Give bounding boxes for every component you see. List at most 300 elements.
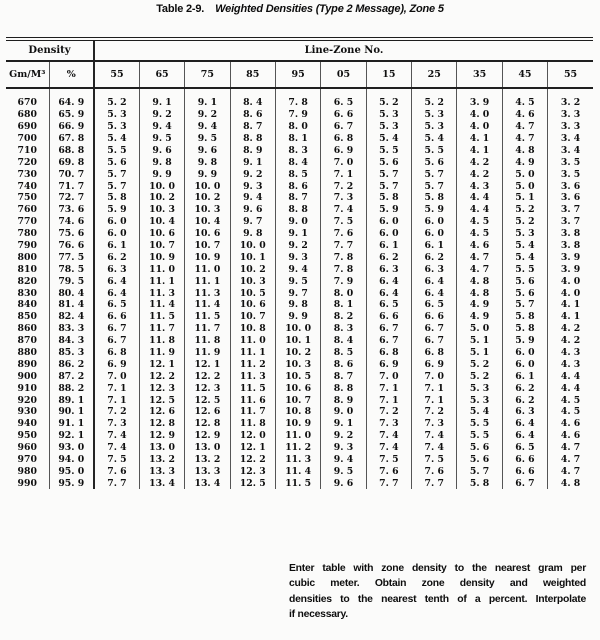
weighted-density-value: 5. 7: [94, 180, 139, 192]
weighted-density-value: 6. 3: [412, 263, 457, 275]
density-gm-value: 800: [17, 251, 37, 263]
density-gm-value: 930: [17, 406, 37, 418]
weighted-density-value: 7. 8: [321, 252, 366, 264]
table-row: [6, 406, 593, 418]
weighted-density-value: 10. 6: [230, 299, 275, 311]
weighted-density-value: 9. 4: [321, 454, 366, 466]
density-pct-value: 78. 5: [49, 263, 94, 275]
table-row: [6, 323, 593, 335]
weighted-density-value: 7. 5: [412, 454, 457, 466]
density-gm-value: 860: [17, 323, 37, 335]
weighted-density-value: 8. 4: [275, 156, 320, 168]
density-pct-value: 72. 7: [49, 192, 94, 204]
weighted-density-value: 10. 3: [230, 275, 275, 287]
weighted-density-value: 5. 7: [366, 180, 411, 192]
density-gm-value: 970: [17, 454, 37, 466]
weighted-density-value: 9. 7: [230, 216, 275, 228]
weighted-density-value: 7. 4: [94, 442, 139, 454]
weighted-density-value: 10. 2: [275, 347, 320, 359]
table-row: [6, 370, 593, 382]
weighted-density-value: 7. 1: [94, 394, 139, 406]
weighted-density-value: 6. 0: [412, 216, 457, 228]
weighted-density-value: 6. 5: [321, 88, 366, 109]
density-gm-value: 960: [17, 442, 37, 454]
weighted-density-value: 7. 5: [366, 454, 411, 466]
weighted-density-value: 12. 5: [185, 394, 230, 406]
density-pct-value: 73. 6: [49, 204, 94, 216]
density-gm-value: 710: [17, 144, 37, 156]
weighted-density-value: 11. 9: [139, 347, 184, 359]
weighted-density-value: 5. 9: [412, 204, 457, 216]
weighted-density-value: 5. 4: [502, 240, 547, 252]
weighted-density-value: 5. 4: [366, 133, 411, 145]
weighted-density-value: 9. 1: [139, 88, 184, 109]
weighted-density-value: 6. 3: [366, 263, 411, 275]
weighted-density-value: 6. 6: [94, 311, 139, 323]
weighted-density-value: 9. 1: [185, 88, 230, 109]
weighted-density-value: 6. 0: [502, 347, 547, 359]
weighted-density-value: 12. 2: [139, 370, 184, 382]
weighted-density-value: 4. 3: [548, 347, 593, 359]
weighted-density-value: 6. 0: [366, 228, 411, 240]
weighted-density-value: 5. 4: [412, 133, 457, 145]
weighted-density-value: 11. 3: [139, 287, 184, 299]
weighted-density-value: 11. 9: [185, 347, 230, 359]
density-gm-value: 880: [17, 347, 37, 358]
weighted-density-value: 4. 4: [548, 382, 593, 394]
weighted-density-value: 6. 4: [366, 287, 411, 299]
density-gm-value: 910: [17, 382, 37, 394]
density-gm-value: 750: [17, 192, 37, 204]
table-row: [6, 287, 593, 299]
weighted-density-value: 5. 8: [94, 192, 139, 204]
weighted-density-value: 5. 9: [502, 335, 547, 347]
density-gm-value: 810: [17, 263, 37, 275]
density-pct-value: 75. 6: [49, 228, 94, 240]
density-gm-value: 850: [17, 311, 37, 323]
weighted-density-value: 11. 5: [139, 311, 184, 323]
column-header-row: [6, 61, 593, 88]
weighted-density-value: 9. 5: [321, 466, 366, 478]
zone-col-header: 95: [275, 61, 320, 88]
density-pct-value: 93. 0: [49, 442, 94, 454]
density-pct-value: 65. 9: [49, 109, 94, 121]
density-pct-value: 91. 1: [49, 418, 94, 430]
weighted-density-value: 11. 8: [185, 335, 230, 347]
weighted-density-value: 7. 2: [366, 406, 411, 418]
weighted-density-value: 9. 2: [230, 168, 275, 180]
weighted-density-value: 5. 7: [502, 299, 547, 311]
note-line: if necessary.: [289, 609, 348, 621]
weighted-density-value: 7. 2: [321, 180, 366, 192]
weighted-density-value: 6. 2: [502, 394, 547, 406]
weighted-density-value: 6. 7: [502, 478, 547, 490]
weighted-density-value: 10. 3: [185, 204, 230, 216]
weighted-density-value: 9. 8: [185, 156, 230, 168]
weighted-density-value: 3. 6: [548, 180, 593, 192]
table-row: [6, 252, 593, 264]
density-pct-value: 64. 9: [49, 88, 94, 109]
weighted-density-value: 8. 4: [230, 88, 275, 109]
weighted-density-value: 7. 2: [94, 406, 139, 418]
weighted-density-value: 11. 7: [230, 406, 275, 418]
weighted-density-value: 5. 3: [412, 109, 457, 121]
table-number: Table 2-9.: [156, 3, 205, 15]
weighted-density-value: 6. 1: [94, 240, 139, 252]
weighted-density-value: 3. 9: [548, 263, 593, 275]
weighted-density-value: 4. 8: [457, 275, 502, 287]
weighted-density-value: 4. 6: [548, 418, 593, 430]
weighted-density-value: 6. 8: [366, 347, 411, 359]
weighted-density-value: 8. 9: [321, 394, 366, 406]
weighted-density-value: 5. 3: [94, 109, 139, 121]
weighted-density-value: 4. 1: [548, 311, 593, 323]
weighted-density-value: 13. 3: [139, 466, 184, 478]
weighted-density-value: 10. 4: [185, 216, 230, 228]
weighted-density-value: 9. 2: [275, 240, 320, 252]
table-row: [6, 442, 593, 454]
zone-col-header: 65: [139, 61, 184, 88]
zone-col-header: 45: [502, 61, 547, 88]
weighted-density-value: 12. 3: [185, 382, 230, 394]
weighted-density-value: 6. 0: [94, 216, 139, 228]
density-pct-value: 71. 7: [49, 180, 94, 192]
weighted-density-value: 9. 7: [275, 287, 320, 299]
weighted-density-value: 10. 0: [275, 323, 320, 335]
weighted-density-value: 13. 3: [185, 466, 230, 478]
table-row: [6, 454, 593, 466]
weighted-density-value: 6. 6: [321, 109, 366, 121]
weighted-density-value: 11. 2: [230, 359, 275, 371]
instruction-note: [289, 561, 586, 623]
weighted-density-value: 6. 4: [502, 418, 547, 430]
density-gm-value: 780: [17, 228, 37, 240]
weighted-density-value: 6. 7: [366, 335, 411, 347]
weighted-density-value: 11. 0: [139, 263, 184, 275]
weighted-density-value: 7. 6: [94, 466, 139, 478]
note-line: Enter table with zone density to the nearest gram per: [289, 563, 586, 574]
weighted-density-value: 10. 6: [139, 228, 184, 240]
table-body: [6, 88, 593, 489]
weighted-density-value: 7. 7: [94, 478, 139, 490]
weighted-density-value: 6. 2: [502, 382, 547, 394]
table-row: [6, 335, 593, 347]
density-pct-value: 79. 5: [49, 275, 94, 287]
density-pct-value: 83. 3: [49, 323, 94, 335]
density-gm-value: 820: [17, 275, 37, 287]
weighted-density-value: 5. 1: [457, 335, 502, 347]
weighted-density-value: 7. 7: [366, 478, 411, 490]
weighted-density-value: 9. 5: [185, 133, 230, 145]
weighted-density-value: 9. 4: [139, 121, 184, 133]
weighted-density-value: 6. 5: [366, 299, 411, 311]
weighted-density-value: 5. 3: [502, 228, 547, 240]
density-gm-value: 890: [17, 358, 37, 370]
weighted-density-value: 9. 4: [230, 192, 275, 204]
weighted-density-value: 9. 2: [185, 109, 230, 121]
weighted-density-value: 11. 8: [139, 335, 184, 347]
zone-col-header: 55: [548, 61, 593, 88]
weighted-density-value: 5. 5: [502, 263, 547, 275]
weighted-density-value: 12. 1: [230, 442, 275, 454]
weighted-density-value: 3. 8: [548, 228, 593, 240]
weighted-density-value: 5. 4: [502, 252, 547, 264]
density-gm-value: 760: [17, 204, 37, 216]
weighted-density-value: 11. 4: [139, 299, 184, 311]
weighted-density-value: 6. 7: [94, 323, 139, 335]
density-gm-value: 870: [17, 335, 37, 347]
zone-col-header: 85: [230, 61, 275, 88]
weighted-density-value: 6. 8: [321, 133, 366, 145]
weighted-density-value: 4. 4: [457, 204, 502, 216]
weighted-density-value: 5. 0: [502, 180, 547, 192]
density-pct-value: 74. 6: [49, 216, 94, 228]
weighted-density-value: 6. 9: [321, 145, 366, 157]
weighted-density-value: 6. 9: [412, 359, 457, 371]
weighted-density-value: 6. 0: [502, 359, 547, 371]
density-pct-value: 81. 4: [49, 299, 94, 311]
weighted-density-value: 9. 1: [275, 228, 320, 240]
weighted-density-value: 9. 9: [275, 311, 320, 323]
weighted-density-value: 10. 1: [230, 252, 275, 264]
weighted-density-value: 7. 0: [366, 370, 411, 382]
weighted-density-value: 5. 4: [457, 406, 502, 418]
weighted-density-value: 13. 0: [139, 442, 184, 454]
weighted-density-value: 10. 3: [275, 359, 320, 371]
weighted-density-value: 11. 5: [275, 478, 320, 490]
weighted-density-value: 7. 8: [275, 88, 320, 109]
weighted-density-value: 4. 3: [548, 359, 593, 371]
weighted-density-value: 4. 0: [457, 109, 502, 121]
weighted-density-value: 10. 2: [139, 192, 184, 204]
weighted-density-value: 11. 7: [139, 323, 184, 335]
table-row: [6, 180, 593, 192]
weighted-density-value: 6. 4: [94, 287, 139, 299]
weighted-density-value: 4. 3: [457, 180, 502, 192]
weighted-density-value: 10. 0: [139, 180, 184, 192]
weighted-density-value: 12. 3: [139, 382, 184, 394]
weighted-density-value: 7. 8: [321, 263, 366, 275]
weighted-density-value: 5. 7: [412, 180, 457, 192]
density-gm-value: 730: [17, 168, 37, 180]
weighted-density-value: 7. 4: [366, 442, 411, 454]
weighted-density-value: 7. 3: [412, 418, 457, 430]
weighted-density-value: 5. 7: [94, 168, 139, 180]
weighted-density-value: 6. 4: [502, 430, 547, 442]
weighted-density-value: 5. 3: [412, 121, 457, 133]
weighted-density-value: 5. 6: [412, 156, 457, 168]
weighted-density-value: 10. 0: [185, 180, 230, 192]
weighted-density-value: 5. 8: [412, 192, 457, 204]
table-caption: Weighted Densities (Type 2 Message), Zone 5: [215, 3, 444, 15]
weighted-density-value: 8. 3: [321, 323, 366, 335]
weighted-density-value: 5. 2: [412, 88, 457, 109]
weighted-density-value: 11. 8: [230, 418, 275, 430]
zone-col-header: 75: [185, 61, 230, 88]
weighted-density-value: 6. 6: [502, 466, 547, 478]
weighted-density-value: 4. 4: [548, 370, 593, 382]
weighted-density-value: 7. 3: [366, 418, 411, 430]
weighted-density-value: 8. 6: [230, 109, 275, 121]
weighted-density-value: 5. 6: [94, 156, 139, 168]
weighted-density-value: 5. 6: [457, 454, 502, 466]
weighted-density-value: 4. 9: [502, 156, 547, 168]
weighted-density-value: 8. 0: [321, 287, 366, 299]
weighted-density-value: 6. 4: [366, 275, 411, 287]
weighted-density-value: 4. 7: [502, 133, 547, 145]
weighted-density-value: 5. 3: [457, 382, 502, 394]
weighted-density-value: 9. 9: [139, 168, 184, 180]
density-gm-value: 690: [17, 121, 37, 133]
table-row: [6, 204, 593, 216]
density-gm-value: 790: [17, 239, 37, 251]
weighted-density-value: 9. 8: [139, 156, 184, 168]
density-pct-value: 92. 1: [49, 430, 94, 442]
weighted-density-value: 11. 7: [185, 323, 230, 335]
weighted-density-value: 10. 7: [139, 240, 184, 252]
weighted-density-value: 7. 1: [366, 382, 411, 394]
weighted-density-value: 4. 1: [457, 145, 502, 157]
weighted-density-value: 3. 4: [548, 145, 593, 157]
density-gm-value: 740: [17, 180, 37, 192]
weighted-density-value: 4. 7: [548, 442, 593, 454]
density-pct-value: 85. 3: [49, 347, 94, 359]
weighted-density-value: 5. 5: [457, 418, 502, 430]
weighted-density-value: 9. 0: [321, 406, 366, 418]
density-pct-value: 86. 2: [49, 359, 94, 371]
weighted-density-value: 11. 4: [185, 299, 230, 311]
table-header: [6, 39, 593, 88]
density-gm-value: 950: [17, 430, 37, 442]
weighted-density-value: 9. 4: [185, 121, 230, 133]
table-title: [0, 3, 600, 15]
weighted-density-value: 4. 2: [548, 335, 593, 347]
weighted-density-value: 5. 1: [457, 347, 502, 359]
weighted-density-value: 7. 9: [275, 109, 320, 121]
weighted-density-value: 8. 2: [321, 311, 366, 323]
weighted-density-value: 12. 5: [139, 394, 184, 406]
weighted-density-value: 5. 7: [366, 168, 411, 180]
density-pct-value: 89. 1: [49, 394, 94, 406]
weighted-density-value: 7. 5: [321, 216, 366, 228]
table-row: [6, 192, 593, 204]
table-row: [6, 263, 593, 275]
weighted-density-value: 4. 7: [548, 466, 593, 478]
table-row: [6, 347, 593, 359]
weighted-density-value: 9. 2: [139, 109, 184, 121]
weighted-density-value: 6. 0: [366, 216, 411, 228]
weighted-density-value: 11. 1: [185, 275, 230, 287]
table-row: [6, 430, 593, 442]
weighted-density-value: 4. 9: [457, 299, 502, 311]
density-gm-value: 990: [17, 477, 37, 489]
weighted-density-value: 4. 0: [457, 121, 502, 133]
weighted-density-value: 5. 6: [502, 275, 547, 287]
density-pct-value: 76. 6: [49, 240, 94, 252]
weighted-density-value: 9. 4: [275, 263, 320, 275]
weighted-density-value: 10. 2: [185, 192, 230, 204]
zone-col-header: 25: [412, 61, 457, 88]
gm-per-m3-header: Gm/M³: [6, 61, 49, 88]
percent-header: %: [49, 61, 94, 88]
weighted-density-value: 9. 5: [139, 133, 184, 145]
weighted-density-value: 12. 8: [185, 418, 230, 430]
weighted-density-value: 12. 0: [230, 430, 275, 442]
table-row: [6, 299, 593, 311]
weighted-density-value: 7. 6: [366, 466, 411, 478]
weighted-density-value: 4. 5: [457, 216, 502, 228]
weighted-density-value: 5. 8: [502, 323, 547, 335]
weighted-density-value: 4. 7: [502, 121, 547, 133]
weighted-density-value: 13. 0: [185, 442, 230, 454]
weighted-density-value: 4. 9: [457, 311, 502, 323]
weighted-density-value: 6. 7: [366, 323, 411, 335]
weighted-density-value: 10. 9: [275, 418, 320, 430]
weighted-density-value: 8. 1: [275, 133, 320, 145]
weighted-density-value: 5. 5: [457, 430, 502, 442]
weighted-density-value: 6. 8: [412, 347, 457, 359]
weighted-density-value: 10. 0: [230, 240, 275, 252]
weighted-density-value: 13. 4: [139, 478, 184, 490]
weighted-density-value: 11. 0: [185, 263, 230, 275]
weighted-density-value: 6. 3: [502, 406, 547, 418]
weighted-density-value: 9. 6: [230, 204, 275, 216]
weighted-density-value: 5. 2: [502, 216, 547, 228]
density-gm-value: 840: [17, 299, 37, 311]
density-pct-value: 90. 1: [49, 406, 94, 418]
density-gm-value: 680: [17, 109, 37, 121]
table-row: [6, 216, 593, 228]
weighted-density-value: 6. 6: [366, 311, 411, 323]
weighted-density-value: 9. 8: [230, 228, 275, 240]
weighted-density-value: 6. 2: [94, 252, 139, 264]
density-pct-value: 87. 2: [49, 370, 94, 382]
weighted-density-value: 3. 2: [548, 88, 593, 109]
weighted-density-value: 5. 3: [94, 121, 139, 133]
weighted-density-value: 6. 1: [502, 370, 547, 382]
weighted-density-value: 4. 5: [457, 228, 502, 240]
weighted-density-value: 11. 4: [275, 466, 320, 478]
weighted-density-value: 12. 2: [230, 454, 275, 466]
weighted-density-value: 3. 7: [548, 216, 593, 228]
weighted-density-value: 10. 5: [275, 370, 320, 382]
weighted-density-value: 7. 6: [412, 466, 457, 478]
weighted-density-value: 12. 8: [139, 418, 184, 430]
density-gm-value: 830: [17, 287, 37, 299]
weighted-density-value: 7. 4: [366, 430, 411, 442]
weighted-density-value: 10. 6: [185, 228, 230, 240]
density-pct-value: 68. 8: [49, 145, 94, 157]
weighted-density-value: 11. 0: [275, 430, 320, 442]
weighted-density-value: 12. 2: [185, 370, 230, 382]
weighted-density-value: 7. 6: [321, 228, 366, 240]
weighted-density-value: 8. 7: [275, 192, 320, 204]
weighted-density-value: 7. 2: [412, 406, 457, 418]
weighted-density-value: 3. 4: [548, 133, 593, 145]
weighted-density-value: 4. 5: [548, 406, 593, 418]
weighted-density-value: 8. 1: [321, 299, 366, 311]
weighted-density-value: 8. 6: [321, 359, 366, 371]
weighted-density-value: 13. 4: [185, 478, 230, 490]
weighted-density-value: 10. 7: [185, 240, 230, 252]
weighted-density-value: 6. 7: [94, 335, 139, 347]
weighted-density-value: 10. 3: [139, 204, 184, 216]
weighted-density-value: 7. 1: [94, 382, 139, 394]
weighted-density-value: 6. 6: [502, 454, 547, 466]
weighted-density-value: 4. 0: [548, 287, 593, 299]
weighted-density-value: 5. 2: [457, 370, 502, 382]
weighted-density-value: 9. 8: [275, 299, 320, 311]
